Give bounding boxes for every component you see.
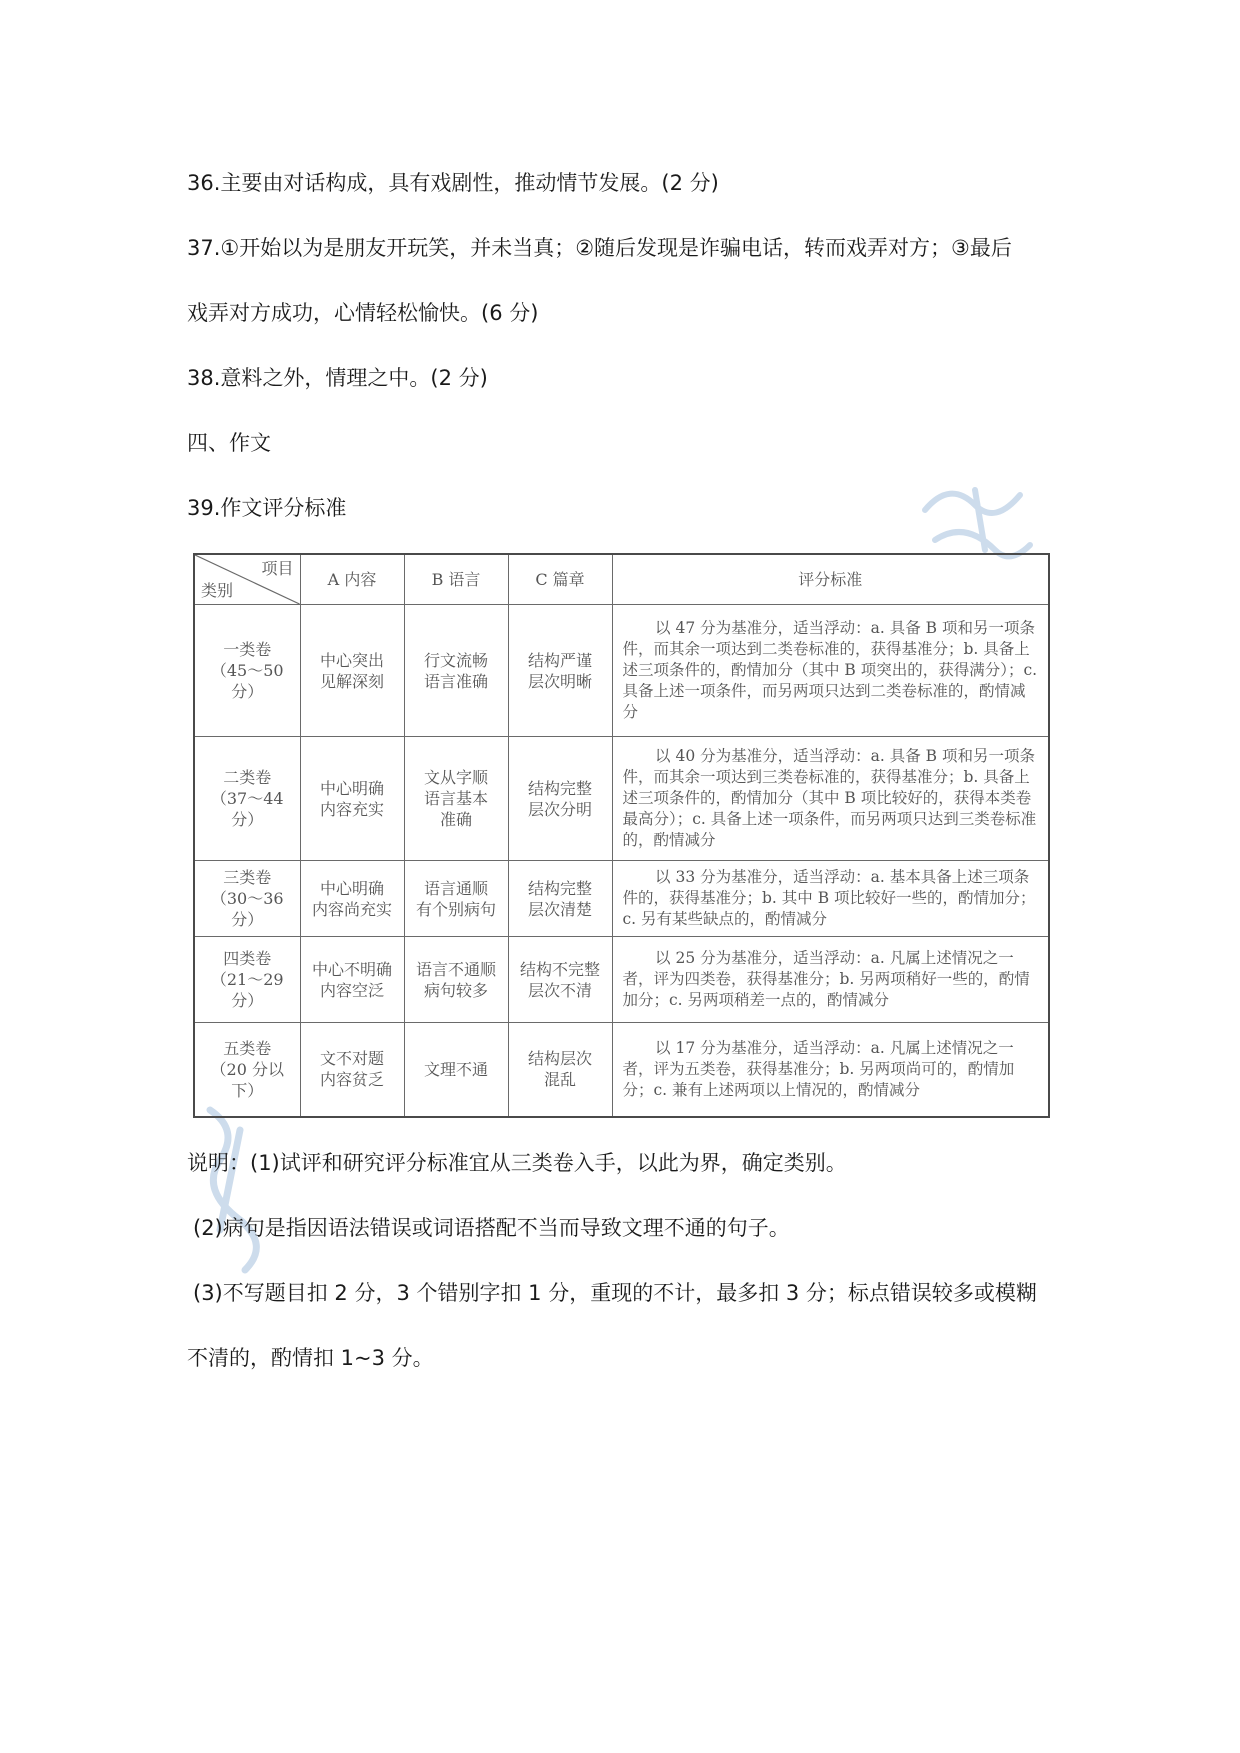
content-cell: 文不对题 内容贫乏 [300,1023,404,1117]
category-cell: 二类卷 （37～44 分） [194,737,300,861]
table-row [194,737,1049,861]
section-heading: 四、作文 [187,431,271,455]
table-row [194,605,1049,737]
language-cell: 语言不通顺 病句较多 [404,937,508,1023]
criteria-cell: 以 25 分为基准分，适当浮动：a. 凡属上述情况之一者，评为四类卷，获得基准分；b. 另两项稍好一些的，酌情加分；c. 另两项稍差一点的，酌情减分 [612,937,1049,1023]
note-2: (2)病句是指因语法错误或词语搭配不当而导致文理不通的句子。 [193,1216,790,1240]
header-language: B 语言 [404,554,508,605]
structure-cell: 结构不完整 层次不清 [508,937,612,1023]
answer-37-line-1: 37.①开始以为是朋友开玩笑，并未当真；②随后发现是诈骗电话，转而戏弄对方；③最后 [187,236,1012,260]
criteria-cell: 以 17 分为基准分，适当浮动：a. 凡属上述情况之一者，评为五类卷，获得基准分；b. 另两项尚可的，酌情加分；c. 兼有上述两项以上情况的，酌情减分 [612,1023,1049,1117]
content-cell: 中心突出 见解深刻 [300,605,404,737]
language-cell: 行文流畅 语言准确 [404,605,508,737]
table-row [194,1023,1049,1117]
structure-cell: 结构严谨 层次明晰 [508,605,612,737]
table-row [194,937,1049,1023]
category-cell: 一类卷 （45～50 分） [194,605,300,737]
note-3-line-1: (3)不写题目扣 2 分，3 个错别字扣 1 分，重现的不计，最多扣 3 分；标点错误较多或模糊 [193,1281,1037,1305]
criteria-cell: 以 40 分为基准分，适当浮动：a. 具备 B 项和另一项条件，而其余一项达到三类卷标准的，获得基准分；b. 具备上述三项条件的，酌情加分（其中 B 项比较好的，获得本类卷最高分）；c. 具备上述一项条件，而另两项只达到三类卷标准的，酌情减分 [612,737,1049,861]
content-cell: 中心明确 内容充实 [300,737,404,861]
header-structure: C 篇章 [508,554,612,605]
header-criteria: 评分标准 [612,554,1049,605]
structure-cell: 结构层次 混乱 [508,1023,612,1117]
answer-38: 38.意料之外，情理之中。(2 分) [187,366,488,390]
note-1: 说明：(1)试评和研究评分标准宜从三类卷入手，以此为界，确定类别。 [187,1151,847,1175]
structure-cell: 结构完整 层次清楚 [508,861,612,937]
corner-label-bottom: 类别 [201,581,234,600]
category-cell: 四类卷 （21～29 分） [194,937,300,1023]
language-cell: 语言通顺 有个别病句 [404,861,508,937]
criteria-cell: 以 47 分为基准分，适当浮动：a. 具备 B 项和另一项条件，而其余一项达到二类卷标准的，获得基准分；b. 具备上述三项条件的，酌情加分（其中 B 项突出的，获得满分）；c. 具备上述一项条件，而另两项只达到二类卷标准的，酌情减分 [612,605,1049,737]
language-cell: 文理不通 [404,1023,508,1117]
note-3-line-2: 不清的，酌情扣 1~3 分。 [187,1346,434,1370]
language-cell: 文从字顺 语言基本 准确 [404,737,508,861]
answer-36: 36.主要由对话构成，具有戏剧性，推动情节发展。(2 分) [187,171,719,195]
content-cell: 中心不明确 内容空泛 [300,937,404,1023]
header-content: A 内容 [300,554,404,605]
table-row [194,861,1049,937]
answer-37-line-2: 戏弄对方成功，心情轻松愉快。(6 分) [187,301,539,325]
table-header-row [194,554,1049,605]
grading-table [193,553,1050,1118]
category-cell: 三类卷 （30～36 分） [194,861,300,937]
corner-label-top: 项目 [261,559,294,578]
corner-header [194,554,300,605]
content-cell: 中心明确 内容尚充实 [300,861,404,937]
category-cell: 五类卷 （20 分以下） [194,1023,300,1117]
question-39-title: 39.作文评分标准 [187,496,347,520]
structure-cell: 结构完整 层次分明 [508,737,612,861]
criteria-cell: 以 33 分为基准分，适当浮动：a. 基本具备上述三项条件的，获得基准分；b. 其中 B 项比较好一些的，酌情加分；c. 另有某些缺点的，酌情减分 [612,861,1049,937]
watermark-left [190,1100,280,1280]
